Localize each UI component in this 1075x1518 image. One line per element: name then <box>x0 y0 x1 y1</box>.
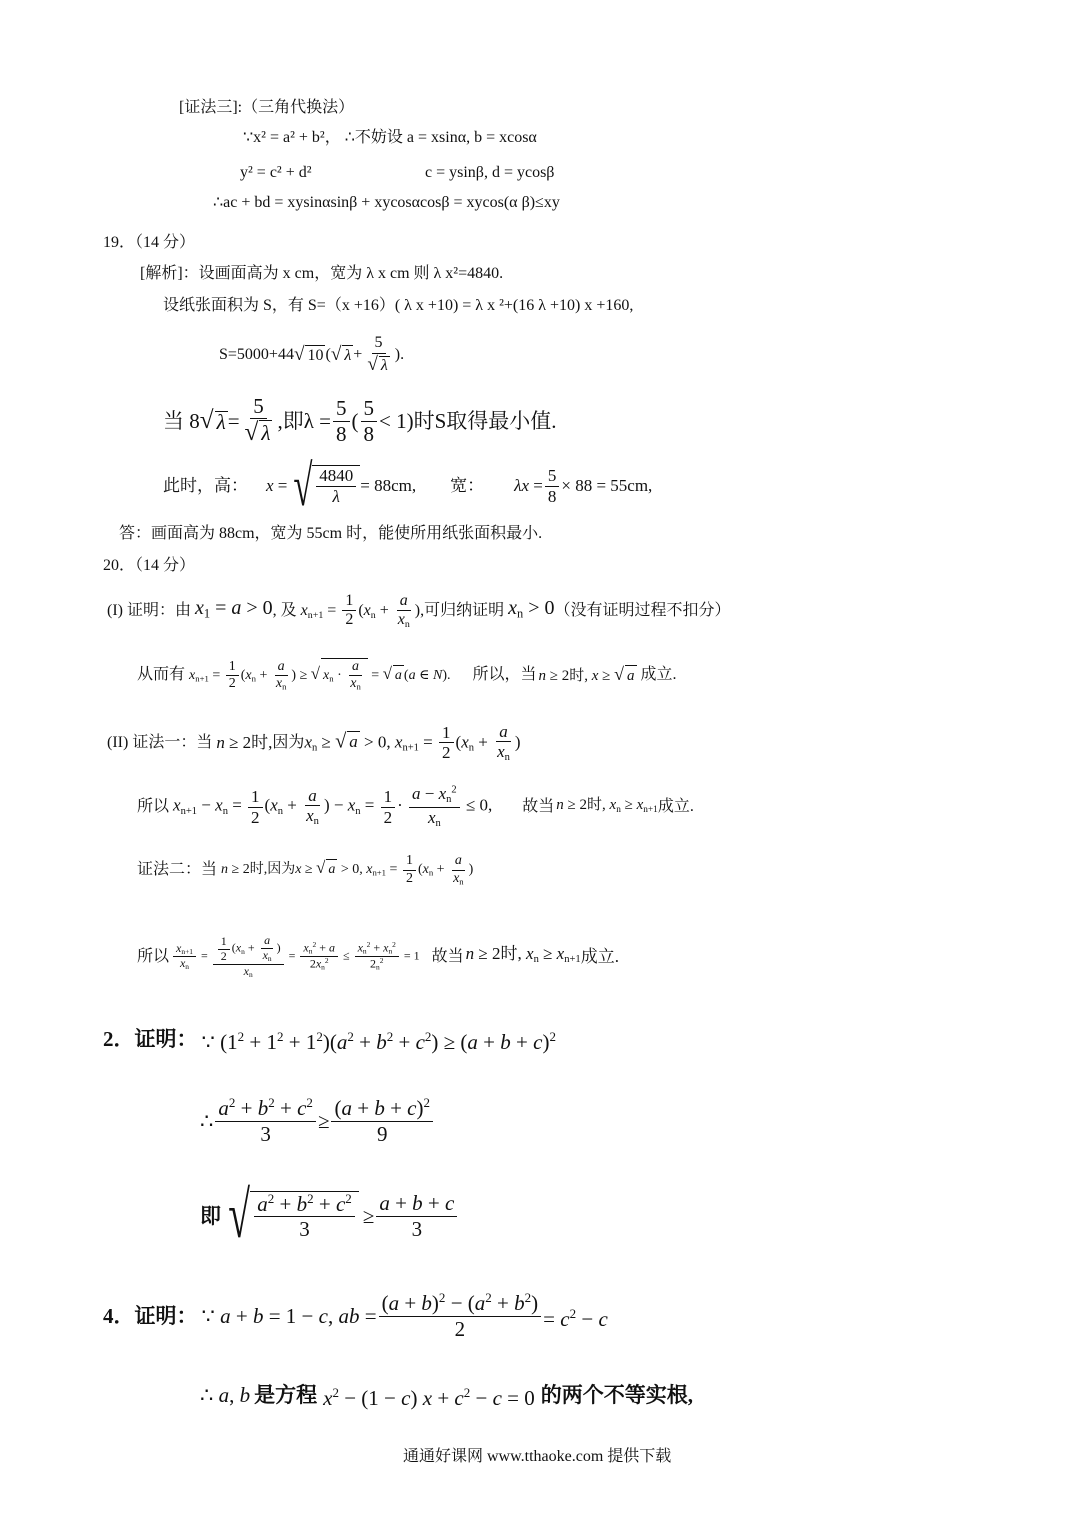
q20-from-text: 从而有 <box>137 666 186 683</box>
q20-so3: 所以 <box>137 948 170 965</box>
q19-when-text: 当 8 <box>163 409 200 433</box>
proof3-line3: ∴ac + bd = xysinαsinβ + xycosαcosβ = xycos(α β)≤xy <box>213 194 560 211</box>
p2-line1: 2．证明： ∵ $(1^2 + 1^2 + 1^2)(a^2 + b^2 + c^2) \ge (a + b + c)^2$ <box>103 1027 556 1054</box>
proof3-line2a: y² = c² + d² <box>240 164 312 181</box>
p4-root-tail: 的两个不等实根, <box>540 1383 694 1407</box>
q20-so2: 所以 <box>137 798 170 815</box>
q19-width-label: 宽： <box>450 476 485 495</box>
q19-when-mid: ,即λ = <box>277 409 331 433</box>
q19-at-result: 此时，高： x = √ $\frac{4840}{\lambda}$ = 88cm, 宽： λx = $\frac{5}{8}$ × 88 = 55cm, <box>163 453 653 518</box>
q19-cond-tail: < 1) <box>379 409 414 433</box>
q20-part1: (I) 证明：由 $x_1 = a > 0$ , 及 $x_{n+1}$ = $\frac{1}{2}$ ($x_n$ + $\frac{a}{x_n}$ ), 可归纳证明 $x_n > 0$ （没有证明过程不扣分） <box>107 591 731 630</box>
q19-when-tail: 时S取得最小值. <box>413 409 557 433</box>
proof3-heading: [证法三]:（三角代换法） <box>179 99 355 116</box>
q19-analysis: [解析]：设画面高为 x cm，宽为 λ x cm 则 λ x²=4840. <box>140 265 504 282</box>
p2-line3: 即 √ $\frac{a^2 + b^2 + c^2}{3}$ ≥ $\frac{a + b + c}{3}$ <box>200 1178 459 1254</box>
q20-so2-holds: 成立. <box>657 798 694 815</box>
q20-so2-tail: 故当 <box>522 798 555 815</box>
q20-part1-mid: , 及 <box>272 602 297 619</box>
q19-s-prefix: S=5000+44 <box>219 346 294 363</box>
p4-line1: 4．证明： ∵ a + b = 1 − c, ab = $\frac{(a + b)^2 - (a^2 + b^2)}{2}$ = $c^2 - c$ <box>103 1290 608 1341</box>
p4-label: 4．证明： <box>103 1304 198 1328</box>
q20-because: 因为 <box>272 734 305 751</box>
proof3-line2b: c = ysinβ, d = ycosβ <box>425 164 555 181</box>
q19-area-eq: 设纸张面积为 S，有 S=（x +16）( λ x +10) = λ x ²+(16 λ +10) x +160, <box>163 297 634 314</box>
q20-part1-prefix: (I) 证明：由 <box>107 602 191 619</box>
p2-line2: ∴ $\frac{a^2 + b^2 + c^2}{3}$ ≥ $\frac{(a + b + c)^2}{9}$ <box>200 1088 435 1154</box>
q20-part2-prefix: (II) 证法一：当 <box>107 734 213 751</box>
q20-from-line: 从而有 $x_{n+1}$ = $\frac{1}{2}$ ($x_n$ + $\frac{a}{x_n}$ ) ≥ √ $x_n$ · $\frac{a}{x_n}$ = √ a (a ∈ N). 所以，当 n ≥ 2时, x ≥ √ a 成立. <box>137 658 677 692</box>
q20-method2-text: 证法二：当 <box>137 861 218 878</box>
q19-at-text: 此时，高： <box>163 476 248 495</box>
q20-method2: 证法二：当 n ≥ 2时,因为x ≥ √ a > 0, $x_{n+1}$ = $\frac{1}{2}$ ($x_n$ + $\frac{a}{x_n}$ ) <box>137 853 474 887</box>
p4-line2: ∴ a, b 是方程 $x^2 - (1 - c) x + c^2 - c = 0$ 的两个不等实根, <box>200 1383 694 1410</box>
proof3-line1: ∵x² = a² + b²， ∴不妨设 a = xsinα, b = xcosα <box>243 129 537 146</box>
q19-width-val: × 88 = 55cm, <box>561 476 653 495</box>
q20-so2-line: 所以 $x_{n+1} - x_n$ = $\frac{1}{2}$ ($x_n$ + $\frac{a}{x_n}$ ) − $x_n$ = $\frac{1}{2}$ · $\frac{a - x_n^2}{x_n}$ ≤ 0, 故当 n ≥ 2时, $x_n \ge x_{n+1}$ 成立. <box>137 784 694 829</box>
q20-part1-note: （没有证明过程不扣分） <box>554 602 731 619</box>
q19-height-val: = 88cm, <box>360 476 417 495</box>
q20-so3-tail: 故当 <box>431 948 464 965</box>
q20-part1-tail: 可归纳证明 <box>424 602 505 619</box>
q20-so3-holds: 成立. <box>580 947 619 966</box>
q20-part2: (II) 证法一：当 n ≥ 2时, 因为 $x_n$ ≥ √ a > 0, $x_{n+1}$ = $\frac{1}{2}$ ($x_n$ + $\frac{a}{x_n}$ ) <box>107 721 521 764</box>
p2-label: 2．证明： <box>103 1027 198 1051</box>
q19-min-condition: 当 8 √ λ = $\frac{5}{√ \lambda}$ ,即λ = $\frac{5}{8}$ ( $\frac{5}{8}$ < 1) 时S取得最小值. <box>163 393 557 447</box>
q20-so3-line: 所以 $\frac{x_{n+1}}{x_n}$ = $\frac{1}{2}$ ($x_n$ + $\frac{a}{x_n}$ ) $x_n$ = $\frac{x_n^2 + a}{2x_n^2}$ ≤ $\frac{x_n^2 + x_n^2}{2_n^2}$ = 1 故当 n ≥ 2时, $x_n \ge x_{n+1}$ 成立. <box>137 933 619 980</box>
p4-root-text: 是方程 <box>254 1383 318 1407</box>
q20-heading: 20．（14 分） <box>103 557 196 574</box>
q20-holds: 成立. <box>640 666 677 683</box>
p2-ji: 即 <box>200 1204 221 1228</box>
q19-s-formula: S=5000+44 √ 10 ( √ λ + $\frac{5}{√ \lambda}$ ). <box>219 334 405 375</box>
q20-so-text: 所以，当 <box>472 666 537 683</box>
q19-answer: 答：画面高为 88cm，宽为 55cm 时，能使所用纸张面积最小. <box>119 525 543 542</box>
q19-heading: 19．（14 分） <box>103 234 196 251</box>
footer-text: 通通好课网 www.tthaoke.com 提供下载 <box>403 1448 672 1465</box>
p2-therefore: ∴ <box>200 1109 214 1133</box>
